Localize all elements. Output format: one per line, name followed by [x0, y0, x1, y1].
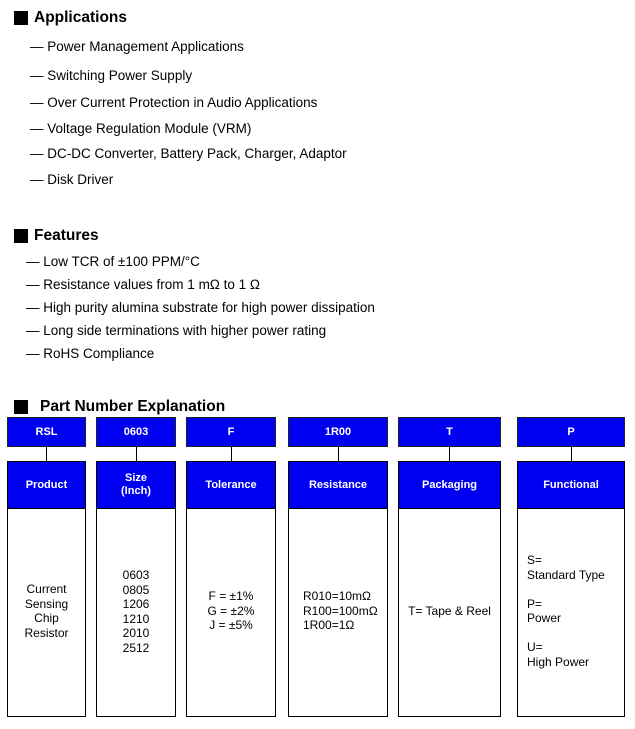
size-line: 2010 — [122, 626, 150, 640]
code-box-size: 0603 — [96, 417, 176, 447]
functional-spacer — [527, 582, 605, 597]
applications-title: Applications — [34, 9, 128, 26]
size-header-unit: (Inch) — [121, 485, 151, 497]
column-body-packaging — [399, 509, 500, 717]
feature-item: — Low TCR of ±100 PPM/°C — [26, 254, 200, 269]
code-box-functional: P — [517, 417, 625, 447]
feature-item: — High purity alumina substrate for high power dissipation — [26, 300, 375, 315]
resistance-line: R010=10mΩ — [303, 589, 372, 603]
application-item: — Disk Driver — [30, 172, 114, 187]
square-bullet-icon — [14, 400, 28, 414]
feature-item: — Resistance values from 1 mΩ to 1 Ω — [26, 277, 261, 292]
features-title: Features — [34, 227, 99, 244]
product-line: Current — [26, 582, 67, 596]
functional-line: S= — [527, 553, 543, 567]
connector-line — [231, 447, 232, 461]
column-tolerance — [186, 461, 276, 717]
application-item: — Voltage Regulation Module (VRM) — [30, 121, 252, 136]
resistance-line: R100=100mΩ — [303, 603, 378, 618]
connector-line — [46, 447, 47, 461]
column-header-resistance: Resistance — [289, 462, 387, 509]
size-header-line: Size — [124, 472, 147, 485]
square-bullet-icon — [14, 11, 28, 25]
functional-line: P= — [527, 596, 543, 611]
product-line: Chip — [34, 611, 59, 625]
square-bullet-icon — [14, 229, 28, 243]
resistance-line: 1R00=1Ω — [303, 618, 355, 632]
column-header-functional: Functional — [518, 462, 624, 509]
functional-line: Power — [527, 611, 562, 625]
functional-spacer — [527, 626, 605, 641]
connector-line — [338, 447, 339, 461]
packaging-line: T= Tape & Reel — [408, 604, 491, 618]
product-line: Resistor — [24, 625, 69, 640]
code-box-packaging: T — [398, 417, 501, 447]
column-size — [96, 461, 176, 717]
column-header-tolerance: Tolerance — [187, 462, 275, 509]
application-item: — Power Management Applications — [30, 39, 244, 54]
column-functional — [517, 461, 625, 717]
functional-line: High Power — [527, 654, 590, 669]
column-body-size — [97, 509, 175, 717]
column-packaging — [398, 461, 501, 717]
column-product — [7, 461, 86, 717]
code-box-resistance: 1R00 — [288, 417, 388, 447]
column-header-size — [97, 462, 175, 509]
size-line: 1206 — [122, 597, 150, 611]
column-body-functional — [518, 509, 624, 717]
tolerance-line: G = ±2% — [207, 603, 255, 618]
features-heading — [14, 227, 99, 245]
application-item: — Switching Power Supply — [30, 68, 193, 83]
application-item: — Over Current Protection in Audio Applications — [30, 95, 318, 110]
part-number-title: Part Number Explanation — [40, 398, 226, 415]
column-resistance — [288, 461, 388, 717]
code-box-product: RSL — [7, 417, 86, 447]
applications-heading — [14, 9, 127, 27]
column-header-product: Product — [8, 462, 85, 509]
product-line: Sensing — [24, 596, 69, 611]
column-header-packaging: Packaging — [399, 462, 500, 509]
functional-line: Standard Type — [527, 567, 605, 582]
connector-line — [571, 447, 572, 461]
part-number-heading — [14, 398, 225, 416]
application-item: — DC-DC Converter, Battery Pack, Charger, Adaptor — [30, 146, 347, 161]
feature-item: — RoHS Compliance — [26, 346, 155, 361]
connector-line — [449, 447, 450, 461]
size-line: 0805 — [122, 582, 150, 597]
tolerance-line: J = ±5% — [209, 618, 253, 632]
column-body-product — [8, 509, 85, 717]
column-body-tolerance — [187, 509, 275, 717]
size-line: 0603 — [122, 568, 150, 582]
feature-item: — Long side terminations with higher power rating — [26, 323, 327, 338]
code-box-tolerance: F — [186, 417, 276, 447]
size-line: 1210 — [122, 611, 150, 626]
functional-line: U= — [527, 640, 543, 654]
size-line: 2512 — [122, 640, 150, 655]
tolerance-line: F = ±1% — [208, 589, 254, 603]
column-body-resistance — [289, 509, 387, 717]
connector-line — [136, 447, 137, 461]
